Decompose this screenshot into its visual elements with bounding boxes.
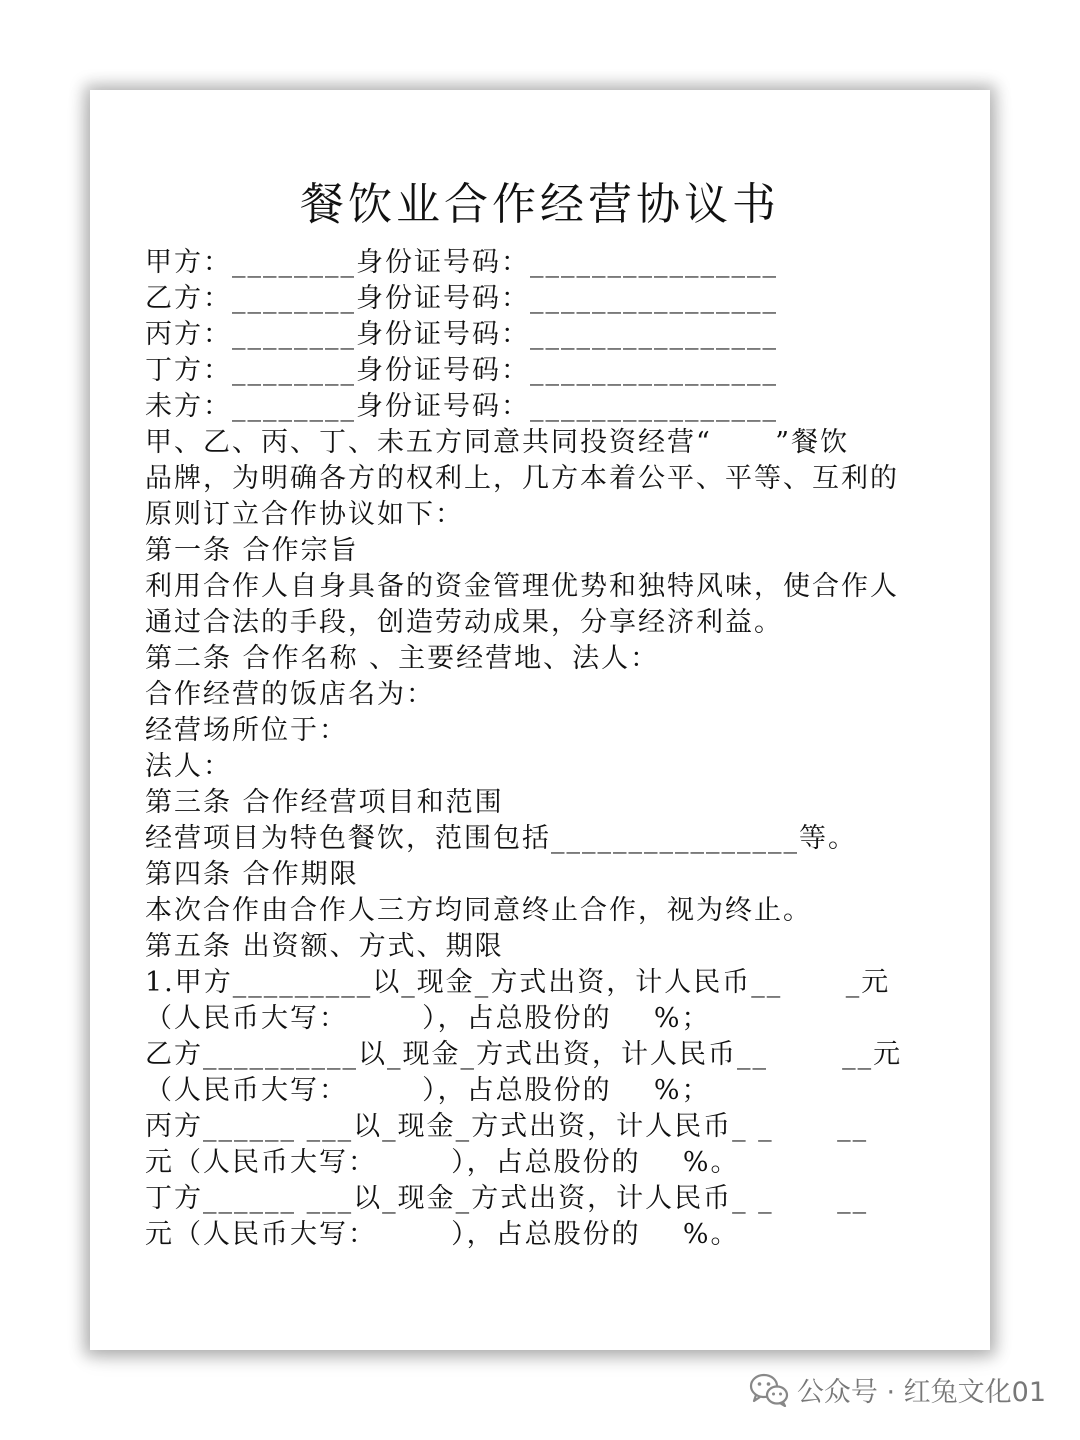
document-line: 第一条 合作宗旨	[145, 535, 359, 566]
wechat-icon	[749, 1373, 789, 1407]
document-line: 元（人民币大写： ），占总股份的 %。	[145, 1219, 740, 1250]
watermark-text: 公众号 · 红兔文化01	[796, 1377, 1046, 1408]
document-line: 经营场所位于：	[145, 715, 348, 746]
document-line: 合作经营的饭店名为：	[145, 679, 435, 710]
document-line: 通过合法的手段，创造劳动成果，分享经济利益。	[145, 607, 783, 638]
document-line: 丁方：________身份证号码：________________	[145, 355, 778, 386]
document-line: 法人：	[145, 751, 232, 782]
document-line: 本次合作由合作人三方均同意终止合作，视为终止。	[145, 895, 812, 926]
document-line: 利用合作人自身具备的资金管理优势和独特风味，使合作人	[145, 571, 899, 602]
document-line: 1.甲方_________以_现金_方式出资，计人民币__ _元	[145, 967, 891, 998]
document-line: 第四条 合作期限	[145, 859, 359, 890]
document-line: 丁方______ ___以_现金_方式出资，计人民币_ _ __	[145, 1183, 869, 1214]
document-line: 品牌，为明确各方的权利上，几方本着公平、平等、互利的	[145, 463, 899, 494]
document-line: （人民币大写： ），占总股份的 %；	[145, 1003, 711, 1034]
document-line: 第二条 合作名称 、主要经营地、法人：	[145, 643, 660, 674]
document-line: 乙方__________以_现金_方式出资，计人民币__ __元	[145, 1039, 903, 1070]
watermark	[749, 1370, 1046, 1409]
document-line: 元（人民币大写： ），占总股份的 %。	[145, 1147, 740, 1178]
document-line: 第五条 出资额、方式、期限	[145, 931, 504, 962]
document-line: 第三条 合作经营项目和范围	[145, 787, 504, 818]
document-line: 甲方：________身份证号码：________________	[145, 247, 778, 278]
document-line: 乙方：________身份证号码：________________	[145, 283, 778, 314]
document-line: 丙方：________身份证号码：________________	[145, 319, 778, 350]
document-title: 餐饮业合作经营协议书	[300, 179, 780, 230]
document-line: 原则订立合作协议如下：	[145, 499, 464, 530]
document-line: 甲、乙、丙、丁、未五方同意共同投资经营“ ”餐饮	[145, 427, 850, 458]
document-line: 未方：________身份证号码：________________	[145, 391, 778, 422]
document-line: （人民币大写： ），占总股份的 %；	[145, 1075, 711, 1106]
document-line: 经营项目为特色餐饮，范围包括________________等。	[145, 823, 857, 854]
document-line: 丙方______ ___以_现金_方式出资，计人民币_ _ __	[145, 1111, 869, 1142]
